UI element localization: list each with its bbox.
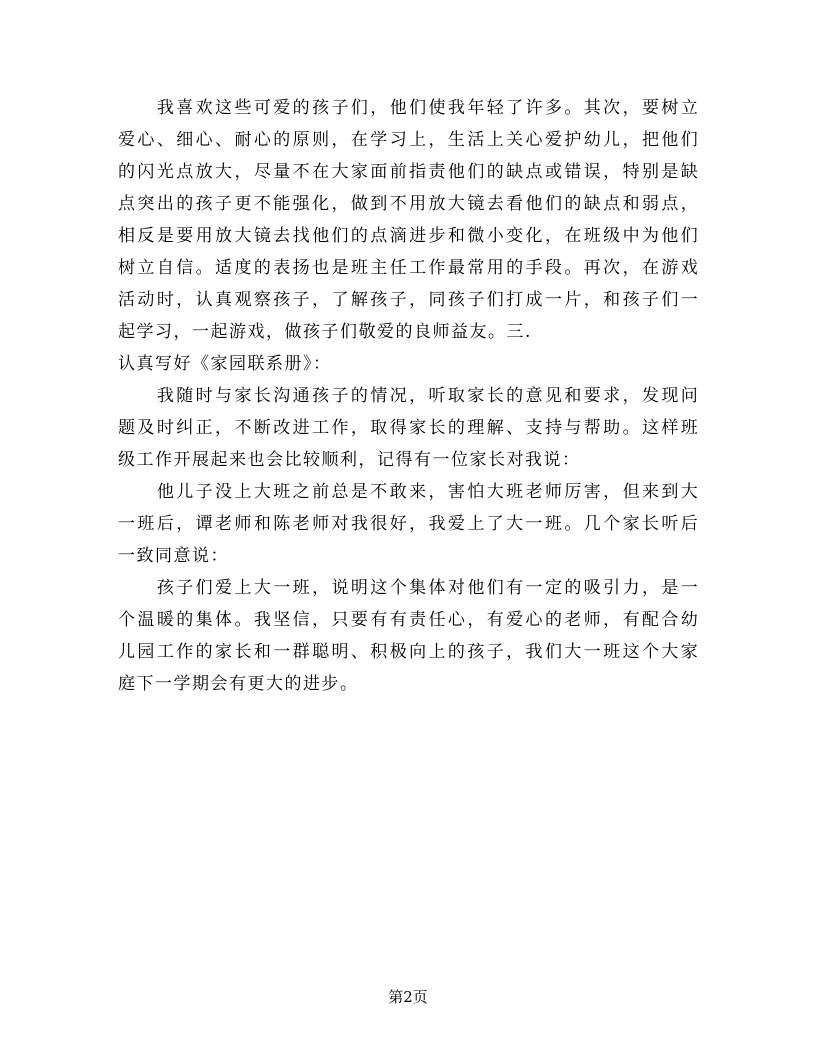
text-line: 树 立 自 信 。 适 度 的 表 扬 也 是 班 主 任 工 作 最 常 用 的 手 段 。 再 次 ， 在 游 戏 <box>118 258 698 278</box>
page-number: 第2页 <box>388 988 428 1006</box>
text-line: 一致同意说： <box>118 546 229 566</box>
text-line: 的 闪 光 点 放 大 ， 尽 量 不 在 大 家 面 前 指 责 他 们 的 缺 点 或 错 误 ， 特 别 是 缺 <box>118 162 698 182</box>
text-line: 庭下一学期会有更大的进步。 <box>118 674 359 694</box>
text-line: 点 突 出 的 孩 子 更 不 能 强 化 ， 做 到 不 用 放 大 镜 去 看 他 们 的 缺 点 和 弱 点 ， <box>118 194 698 214</box>
text-line: 起学习，一起游戏，做孩子们敬爱的良师益友。三. <box>118 322 532 342</box>
document-body <box>118 92 698 700</box>
text-line: 爱 心 、 细 心 、 耐 心 的 原 则 ， 在 学 习 上 ， 生 活 上 关 心 爱 护 幼 儿 ， 把 他 们 <box>118 130 698 150</box>
text-line: 孩 子 们 爱 上 大 一 班 ， 说 明 这 个 集 体 对 他 们 有 一 定 的 吸 引 力 ， 是 一 <box>156 578 698 598</box>
text-line: 我 随 时 与 家 长 沟 通 孩 子 的 情 况 ， 听 取 家 长 的 意 见 和 要 求 ， 发 现 问 <box>156 386 698 406</box>
section-heading: 认真写好《家园联系册》： <box>118 354 332 374</box>
text-line: 活 动 时 ， 认 真 观 察 孩 子 ， 了 解 孩 子 ， 同 孩 子 们 打 成 一 片 ， 和 孩 子 们 一 <box>118 290 698 310</box>
text-line: 我 喜 欢 这 些 可 爱 的 孩 子 们 ， 他 们 使 我 年 轻 了 许 多 。 其 次 ， 要 树 立 <box>156 98 698 118</box>
text-line: 一 班 后 ， 谭 老 师 和 陈 老 师 对 我 很 好 ， 我 爱 上 了 大 一 班 。 几 个 家 长 听 后 <box>118 514 698 534</box>
text-line: 他 儿 子 没 上 大 班 之 前 总 是 不 敢 来 ， 害 怕 大 班 老 师 厉 害 ， 但 来 到 大 <box>156 482 698 502</box>
text-line: 级工作开展起来也会比较顺利，记得有一位家长对我说： <box>118 450 581 470</box>
text-line: 个 温 暖 的 集 体 。 我 坚 信 ， 只 要 有 有 责 任 心 ， 有 爱 心 的 老 师 ， 有 配 合 幼 <box>118 610 698 630</box>
text-line: 相 反 是 要 用 放 大 镜 去 找 他 们 的 点 滴 进 步 和 微 小 变 化 ， 在 班 级 中 为 他 们 <box>118 226 698 246</box>
text-line: 题 及 时 纠 正 ， 不 断 改 进 工 作 ， 取 得 家 长 的 理 解 、 支 持 与 帮 助 。 这 样 班 <box>118 418 698 438</box>
text-line: 儿 园 工 作 的 家 长 和 一 群 聪 明 、 积 极 向 上 的 孩 子 ， 我 们 大 一 班 这 个 大 家 <box>118 642 698 662</box>
